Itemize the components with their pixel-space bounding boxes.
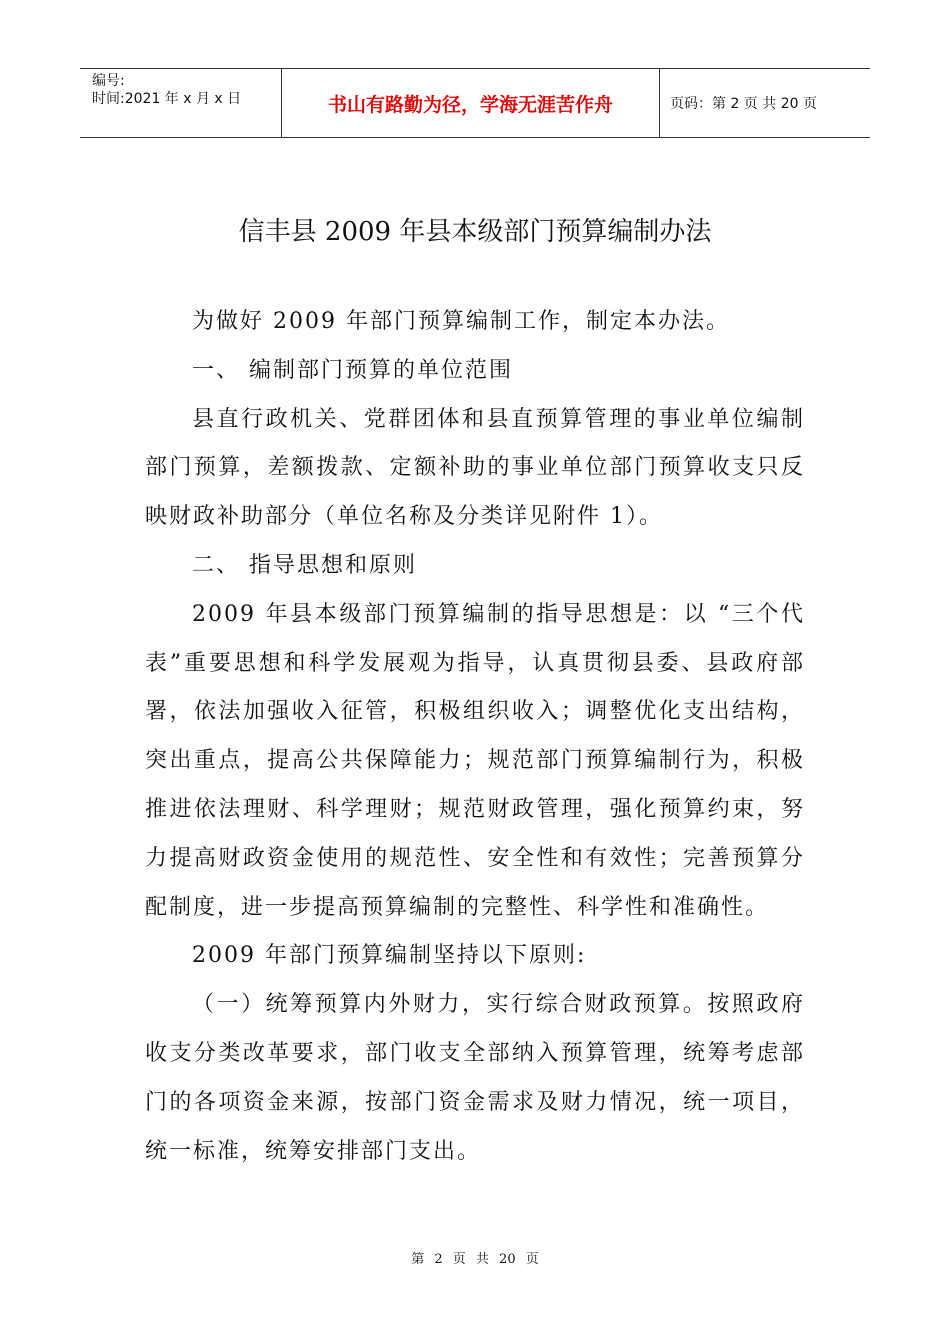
section-heading-2: 二、 指导思想和原则 bbox=[192, 552, 417, 578]
document-header bbox=[80, 68, 870, 138]
header-page-info: 页码：第 2 页 共 20 页 bbox=[670, 96, 817, 112]
paragraph-principles-intro: 2009 年部门预算编制坚持以下原则: bbox=[192, 943, 587, 969]
document-title: 信丰县 2009 年县本级部门预算编制办法 bbox=[238, 217, 712, 247]
paragraph-scope: 县直行政机关、党群团体和县直预算管理的事业单位编制部门预算，差额拨款、定额补助的事业单位部门预算收支只反映财政补助部分（单位名称及分类详见附件 1）。 bbox=[145, 406, 805, 530]
paragraph-principle-1: （一）统筹预算内外财力，实行综合财政预算。按照政府收支分类改革要求，部门收支全部纳入预算管理，统筹考虑部门的各项资金来源，按部门资金需求及财力情况，统一项目，统一标准，统筹安排部门支出。 bbox=[145, 992, 805, 1164]
document-body bbox=[145, 298, 805, 1176]
number-label: 编号: bbox=[92, 73, 125, 89]
paragraph-guiding-ideas: 2009 年县本级部门预算编制的指导思想是：以 “三个代表”重要思想和科学发展观为指导，认真贯彻县委、县政府部署，依法加强收入征管，积极组织收入；调整优化支出结构，突出重点，提高公共保障能力；规范部门预算编制行为，积极推进依法理财、科学理财；规范财政管理，强化预算约束，努力提高财政资金使用的规范性、安全性和有效性；完善预算分配制度，进一步提高预算编制的完整性、科学性和准确性。 bbox=[145, 601, 805, 920]
paragraph-intro: 为做好 2009 年部门预算编制工作，制定本办法。 bbox=[192, 309, 730, 334]
header-meta bbox=[80, 69, 282, 137]
section-heading-1: 一、 编制部门预算的单位范围 bbox=[192, 357, 513, 383]
time-label: 时间:2021 年 x 月 x 日 bbox=[92, 91, 242, 107]
page-footer: 第 2 页 共 20 页 bbox=[411, 1252, 539, 1267]
header-motto: 书山有路勤为径，学海无涯苦作舟 bbox=[282, 69, 660, 137]
